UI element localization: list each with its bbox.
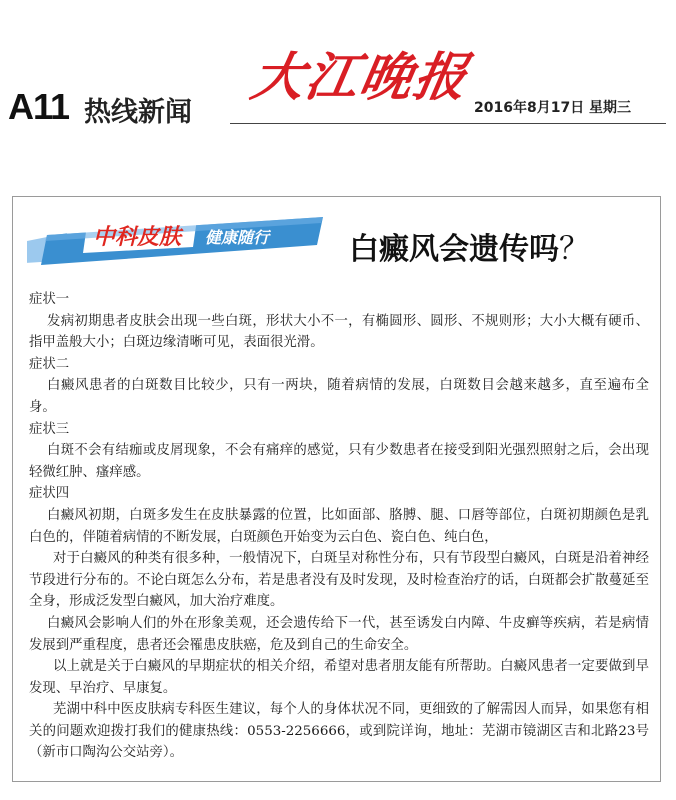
issue-date: 2016年8月17日 星期三	[474, 100, 632, 116]
body-paragraph: 对于白癜风的种类有很多种，一般情况下，白斑呈对称性分布，只有节段型白癜风，白斑是沿着神经节段进行分布的。不论白斑怎么分布，若是患者没有及时发现，及时检查治疗的话，白斑都会扩散蔓延至全身，形成泛发型白癜风，加大治疗难度。	[29, 551, 649, 610]
headline-text: 白癜风会遗传吗	[349, 232, 559, 267]
body-paragraph: 发病初期患者皮肤会出现一些白斑，形状大小不一，有椭圆形、圆形、不规则形；大小大概有硬币、指甲盖般大小；白斑边缘清晰可见，表面很光滑。	[29, 313, 649, 351]
sponsor-banner	[27, 211, 327, 267]
section-name: 热线新闻	[84, 97, 192, 128]
headline-question-mark: ？	[559, 231, 590, 267]
body-paragraph: 白癜风患者的白斑数目比较少，只有一两块，随着病情的发展，白斑数目会越来越多，直至遍布全身。	[29, 378, 649, 415]
symptom-heading: 症状二	[29, 356, 70, 372]
page-number: A11	[8, 86, 70, 127]
masthead	[0, 0, 676, 140]
symptom-heading: 症状三	[29, 421, 70, 437]
body-paragraph: 以上就是关于白癜风的早期症状的相关介绍，希望对患者朋友能有所帮助。白癜风患者一定要做到早发现、早治疗、早康复。	[29, 659, 649, 696]
article-headline	[349, 223, 590, 268]
banner-main-text: 中科皮肤	[93, 225, 182, 250]
masthead-divider	[230, 123, 666, 124]
body-paragraph: 芜湖中科中医皮肤病专科医生建议，每个人的身体状况不同，更细致的了解需因人而异，如果您有相关的问题欢迎拨打我们的健康热线：0553-2256666，或到院详询，地址：芜湖市镜湖区吉和北路23号（新市口陶沟公交站旁）。	[29, 702, 649, 761]
body-paragraph: 白斑不会有结痂或皮屑现象，不会有痛痒的感觉，只有少数患者在接受到阳光强烈照射之后，会出现轻微红肿、瘙痒感。	[29, 443, 649, 480]
body-paragraph: 白癜风会影响人们的外在形象美观，还会遗传给下一代，甚至诱发白内障、牛皮癣等疾病，若是病情发展到严重程度，患者还会罹患皮肤癌，危及到自己的生命安全。	[29, 615, 649, 653]
symptom-heading: 症状四	[29, 486, 70, 502]
newspaper-logo: 大江晚报	[246, 47, 474, 108]
article-box	[12, 196, 661, 782]
symptom-heading: 症状一	[29, 292, 70, 307]
body-paragraph: 白癜风初期，白斑多发生在皮肤暴露的位置，比如面部、胳膊、腿、口唇等部位，白斑初期颜色是乳白色的，伴随着病情的不断发展，白斑颜色开始变为云白色、瓷白色、纯白色，	[29, 507, 649, 545]
article-body	[29, 289, 649, 764]
banner-sub-text: 健康随行	[205, 228, 270, 247]
